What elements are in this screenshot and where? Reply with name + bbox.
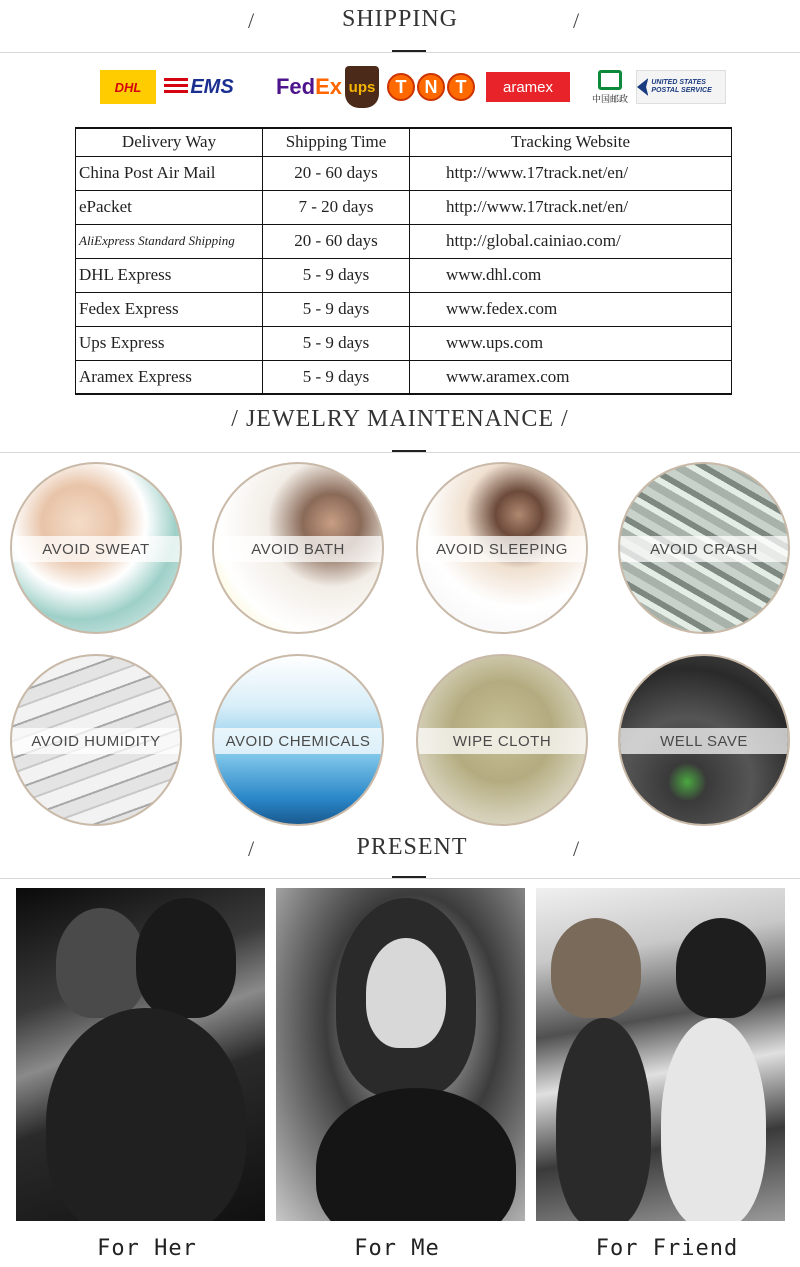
for-friend-caption: For Friend <box>595 1236 739 1261</box>
friend-figure <box>661 1018 766 1221</box>
tip-label: AVOID HUMIDITY <box>12 728 180 754</box>
delivery-way-cell: Fedex Express <box>76 292 263 326</box>
shipping-time-cell: 20 - 60 days <box>263 224 410 258</box>
tracking-website-cell: www.dhl.com <box>410 258 732 292</box>
fedex-logo <box>274 70 344 104</box>
section-rule <box>0 452 800 453</box>
tracking-website-cell: www.ups.com <box>410 326 732 360</box>
avoid-humidity-image <box>10 654 182 826</box>
tip-label: AVOID BATH <box>214 536 382 562</box>
header-slash-left: / <box>248 8 255 33</box>
present-title: PRESENT <box>356 834 468 860</box>
table-row <box>76 292 732 326</box>
delivery-way-cell: Aramex Express <box>76 360 263 394</box>
fedex-logo-ex: Ex <box>315 74 343 99</box>
woman-figure <box>316 1088 516 1221</box>
section-rule <box>0 878 800 879</box>
tip-label: WELL SAVE <box>620 728 788 754</box>
well-save-image <box>618 654 790 826</box>
header-slash-right: / <box>573 8 580 33</box>
header-tracking-website: Tracking Website <box>410 128 732 156</box>
delivery-way-cell: DHL Express <box>76 258 263 292</box>
for-friend-photo <box>536 888 785 1221</box>
avoid-bath-image <box>212 462 384 634</box>
tnt-letter: N <box>417 73 445 101</box>
tnt-logo <box>386 70 476 104</box>
friend-figure <box>676 918 766 1018</box>
header-slash-right: / <box>573 836 580 861</box>
tracking-website-cell: http://www.17track.net/en/ <box>410 190 732 224</box>
eagle-icon <box>637 78 648 96</box>
tip-label: AVOID SWEAT <box>12 536 180 562</box>
shipping-time-cell: 5 - 9 days <box>263 326 410 360</box>
dhl-logo: DHL <box>100 70 156 104</box>
friend-figure <box>551 918 641 1018</box>
section-rule <box>0 52 800 53</box>
for-her-photo <box>16 888 265 1221</box>
usps-logo <box>636 70 726 104</box>
table-row <box>76 156 732 190</box>
wipe-cloth-image <box>416 654 588 826</box>
shipping-time-cell: 5 - 9 days <box>263 292 410 326</box>
tnt-letter: T <box>387 73 415 101</box>
header-slash-left: / <box>248 836 255 861</box>
maintenance-header <box>0 400 800 460</box>
usps-label: UNITED STATES POSTAL SERVICE <box>651 79 712 94</box>
china-post-icon <box>598 70 622 90</box>
shipping-time-cell: 20 - 60 days <box>263 156 410 190</box>
table-header-row <box>76 128 732 156</box>
delivery-way-cell: ePacket <box>76 190 263 224</box>
tip-label: AVOID SLEEPING <box>418 536 586 562</box>
shipping-time-cell: 7 - 20 days <box>263 190 410 224</box>
aramex-logo: aramex <box>486 72 570 102</box>
delivery-way-cell: China Post Air Mail <box>76 156 263 190</box>
shipping-table <box>75 127 732 395</box>
table-row <box>76 190 732 224</box>
maintenance-title: / JEWELRY MAINTENANCE / <box>231 406 569 432</box>
avoid-crash-image <box>618 462 790 634</box>
tracking-website-cell: http://global.cainiao.com/ <box>410 224 732 258</box>
present-header <box>0 828 800 888</box>
header-shipping-time: Shipping Time <box>263 128 410 156</box>
delivery-way-cell: Ups Express <box>76 326 263 360</box>
couple-figure <box>136 898 236 1018</box>
table-row <box>76 360 732 394</box>
table-row <box>76 224 732 258</box>
table-row <box>76 326 732 360</box>
for-me-photo <box>276 888 525 1221</box>
ems-logo: EMS <box>164 72 260 102</box>
for-her-caption: For Her <box>97 1236 197 1261</box>
avoid-sleeping-image <box>416 462 588 634</box>
china-post-logo <box>588 66 632 108</box>
china-post-label: 中国邮政 <box>591 93 628 104</box>
avoid-sweat-image <box>10 462 182 634</box>
tip-label: WIPE CLOTH <box>418 728 586 754</box>
couple-figure <box>56 908 146 1018</box>
carrier-logos <box>0 64 800 110</box>
tip-label: AVOID CRASH <box>620 536 788 562</box>
shipping-time-cell: 5 - 9 days <box>263 360 410 394</box>
shipping-header <box>0 0 800 60</box>
shipping-time-cell: 5 - 9 days <box>263 258 410 292</box>
tip-label: AVOID CHEMICALS <box>214 728 382 754</box>
tracking-website-cell: www.aramex.com <box>410 360 732 394</box>
couple-figure <box>46 1008 246 1221</box>
header-delivery-way: Delivery Way <box>76 128 263 156</box>
delivery-way-cell: AliExpress Standard Shipping <box>76 224 263 258</box>
tnt-letter: T <box>447 73 475 101</box>
woman-face <box>366 938 446 1048</box>
friend-figure <box>556 1018 651 1221</box>
shipping-title: SHIPPING <box>341 6 459 32</box>
for-me-caption: For Me <box>354 1236 440 1261</box>
avoid-chemicals-image <box>212 654 384 826</box>
tracking-website-cell: http://www.17track.net/en/ <box>410 156 732 190</box>
table-row <box>76 258 732 292</box>
ups-logo: ups <box>345 66 379 108</box>
tracking-website-cell: www.fedex.com <box>410 292 732 326</box>
fedex-logo-fed: Fed <box>275 74 316 99</box>
